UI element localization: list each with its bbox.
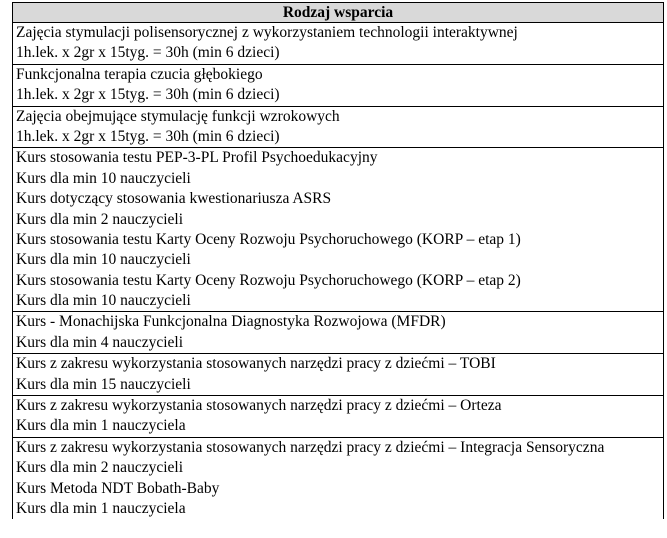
table-cell-line: Kurs z zakresu wykorzystania stosowanych narzędzi pracy z dziećmi – Orteza [16, 397, 502, 415]
table-cell-line: 1h.lek. x 2gr x 15tyg. = 30h (min 6 dzieci) [16, 127, 280, 145]
table-cell-line: Kurs dla min 10 nauczycieli [16, 169, 191, 187]
support-table [12, 2, 664, 519]
table-cell-line: Funkcjonalna terapia czucia głębokiego [16, 65, 263, 83]
table-cell-line: Kurs - Monachijska Funkcjonalna Diagnostyka Rozwojowa (MFDR) [16, 313, 446, 331]
table-cell-line: Kurs dotyczący stosowania kwestionariusza ASRS [16, 190, 332, 208]
table-cell-line: Kurs stosowania testu PEP-3-PL Profil Psychoedukacyjny [16, 149, 378, 167]
table-cell-line: Kurs dla min 1 nauczyciela [16, 417, 186, 435]
table-body [13, 23, 663, 519]
table-cell-line: 1h.lek. x 2gr x 15tyg. = 30h (min 6 dzieci) [16, 86, 280, 104]
table-cell-line: Kurs dla min 1 nauczyciela [16, 499, 186, 517]
table-cell-line: Kurs Metoda NDT Bobath-Baby [16, 479, 220, 497]
table-cell-line: Kurs stosowania testu Karty Oceny Rozwoju Psychoruchowego (KORP – etap 2) [16, 271, 521, 289]
table-row [13, 354, 663, 396]
table-row [13, 396, 663, 438]
table-cell-line: Kurs dla min 2 nauczycieli [16, 210, 184, 228]
table-cell-line: Kurs z zakresu wykorzystania stosowanych narzędzi pracy z dziećmi – Integracja Sensoryczna [16, 438, 605, 456]
table-cell-line: Zajęcia obejmujące stymulację funkcji wzrokowych [16, 107, 340, 125]
table-cell-line: Kurs dla min 10 nauczycieli [16, 292, 191, 310]
table-cell-line: Kurs dla min 15 nauczycieli [16, 375, 191, 393]
table-row [13, 312, 663, 354]
table-header: Rodzaj wsparcia [13, 3, 663, 23]
table-row [13, 438, 663, 520]
table-cell-line: 1h.lek. x 2gr x 15tyg. = 30h (min 6 dzieci) [16, 44, 280, 62]
table-cell-line: Kurs dla min 10 nauczycieli [16, 251, 191, 269]
table-row [13, 107, 663, 149]
table-cell-line: Zajęcia stymulacji polisensorycznej z wykorzystaniem technologii interaktywnej [16, 24, 518, 41]
table-row [13, 148, 663, 312]
table-cell-line: Kurs dla min 4 nauczycieli [16, 333, 184, 351]
table-cell-line: Kurs z zakresu wykorzystania stosowanych narzędzi pracy z dziećmi – TOBI [16, 355, 496, 373]
table-cell-line: Kurs dla min 2 nauczycieli [16, 459, 184, 477]
table-cell-line: Kurs stosowania testu Karty Oceny Rozwoju Psychoruchowego (KORP – etap 1) [16, 230, 521, 248]
table-row [13, 65, 663, 107]
table-row [13, 23, 663, 65]
